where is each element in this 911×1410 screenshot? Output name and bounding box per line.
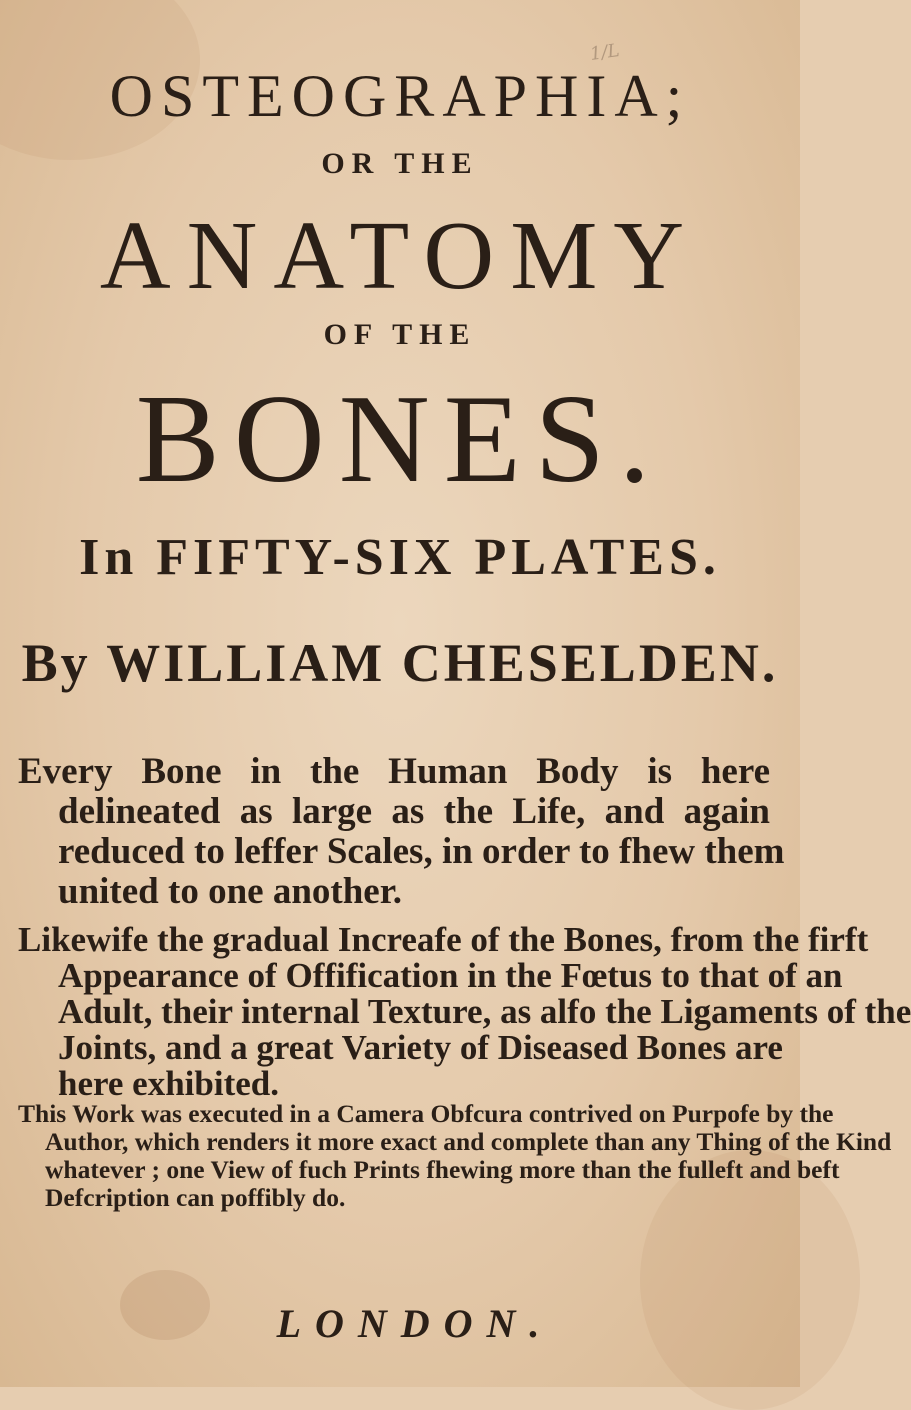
description-paragraph-3	[18, 1099, 892, 1212]
title-of-the: OF THE	[323, 318, 477, 351]
paragraph-line: whatever ; one View of fuch Prints fhewing more than the fulleft and beft	[45, 1155, 840, 1184]
title-or-the: OR THE	[321, 147, 479, 180]
description-paragraph-1	[18, 751, 785, 912]
title-osteographia: OSTEOGRAPHIA;	[109, 63, 691, 129]
author-line: By WILLIAM CHESELDEN.	[21, 633, 779, 693]
imprint-london: LONDON.	[276, 1301, 554, 1346]
description-paragraph-2	[18, 920, 911, 1103]
paragraph-line: This Work was executed in a Camera Obfcura contrived on Purpofe by the	[18, 1099, 834, 1128]
title-anatomy: ANATOMY	[99, 202, 701, 310]
paragraph-line: united to one another.	[58, 871, 403, 912]
paragraph-line: Defcription can poffibly do.	[45, 1183, 346, 1212]
paragraph-line: Likewife the gradual Increafe of the Bones, from the firft	[18, 920, 869, 959]
paragraph-line: Author, which renders it more exact and complete than any Thing of the Kind	[45, 1127, 892, 1156]
paragraph-line: reduced to leffer Scales, in order to fhew them	[58, 831, 785, 872]
pencil-annotation: 1/L	[588, 40, 621, 65]
paragraph-line: Appearance of Offification in the Fœtus to that of an	[58, 956, 843, 995]
paragraph-line: Joints, and a great Variety of Diseased Bones are	[58, 1028, 783, 1067]
paragraph-line: here exhibited.	[58, 1064, 280, 1103]
paragraph-line: Adult, their internal Texture, as alfo the Ligaments of the	[58, 992, 911, 1031]
plates-line: In FIFTY-SIX PLATES.	[79, 529, 721, 586]
paragraph-line: Every Bone in the Human Body is here	[18, 751, 770, 792]
paragraph-line: delineated as large as the Life, and again	[58, 791, 770, 832]
title-bones: BONES.	[135, 370, 665, 509]
